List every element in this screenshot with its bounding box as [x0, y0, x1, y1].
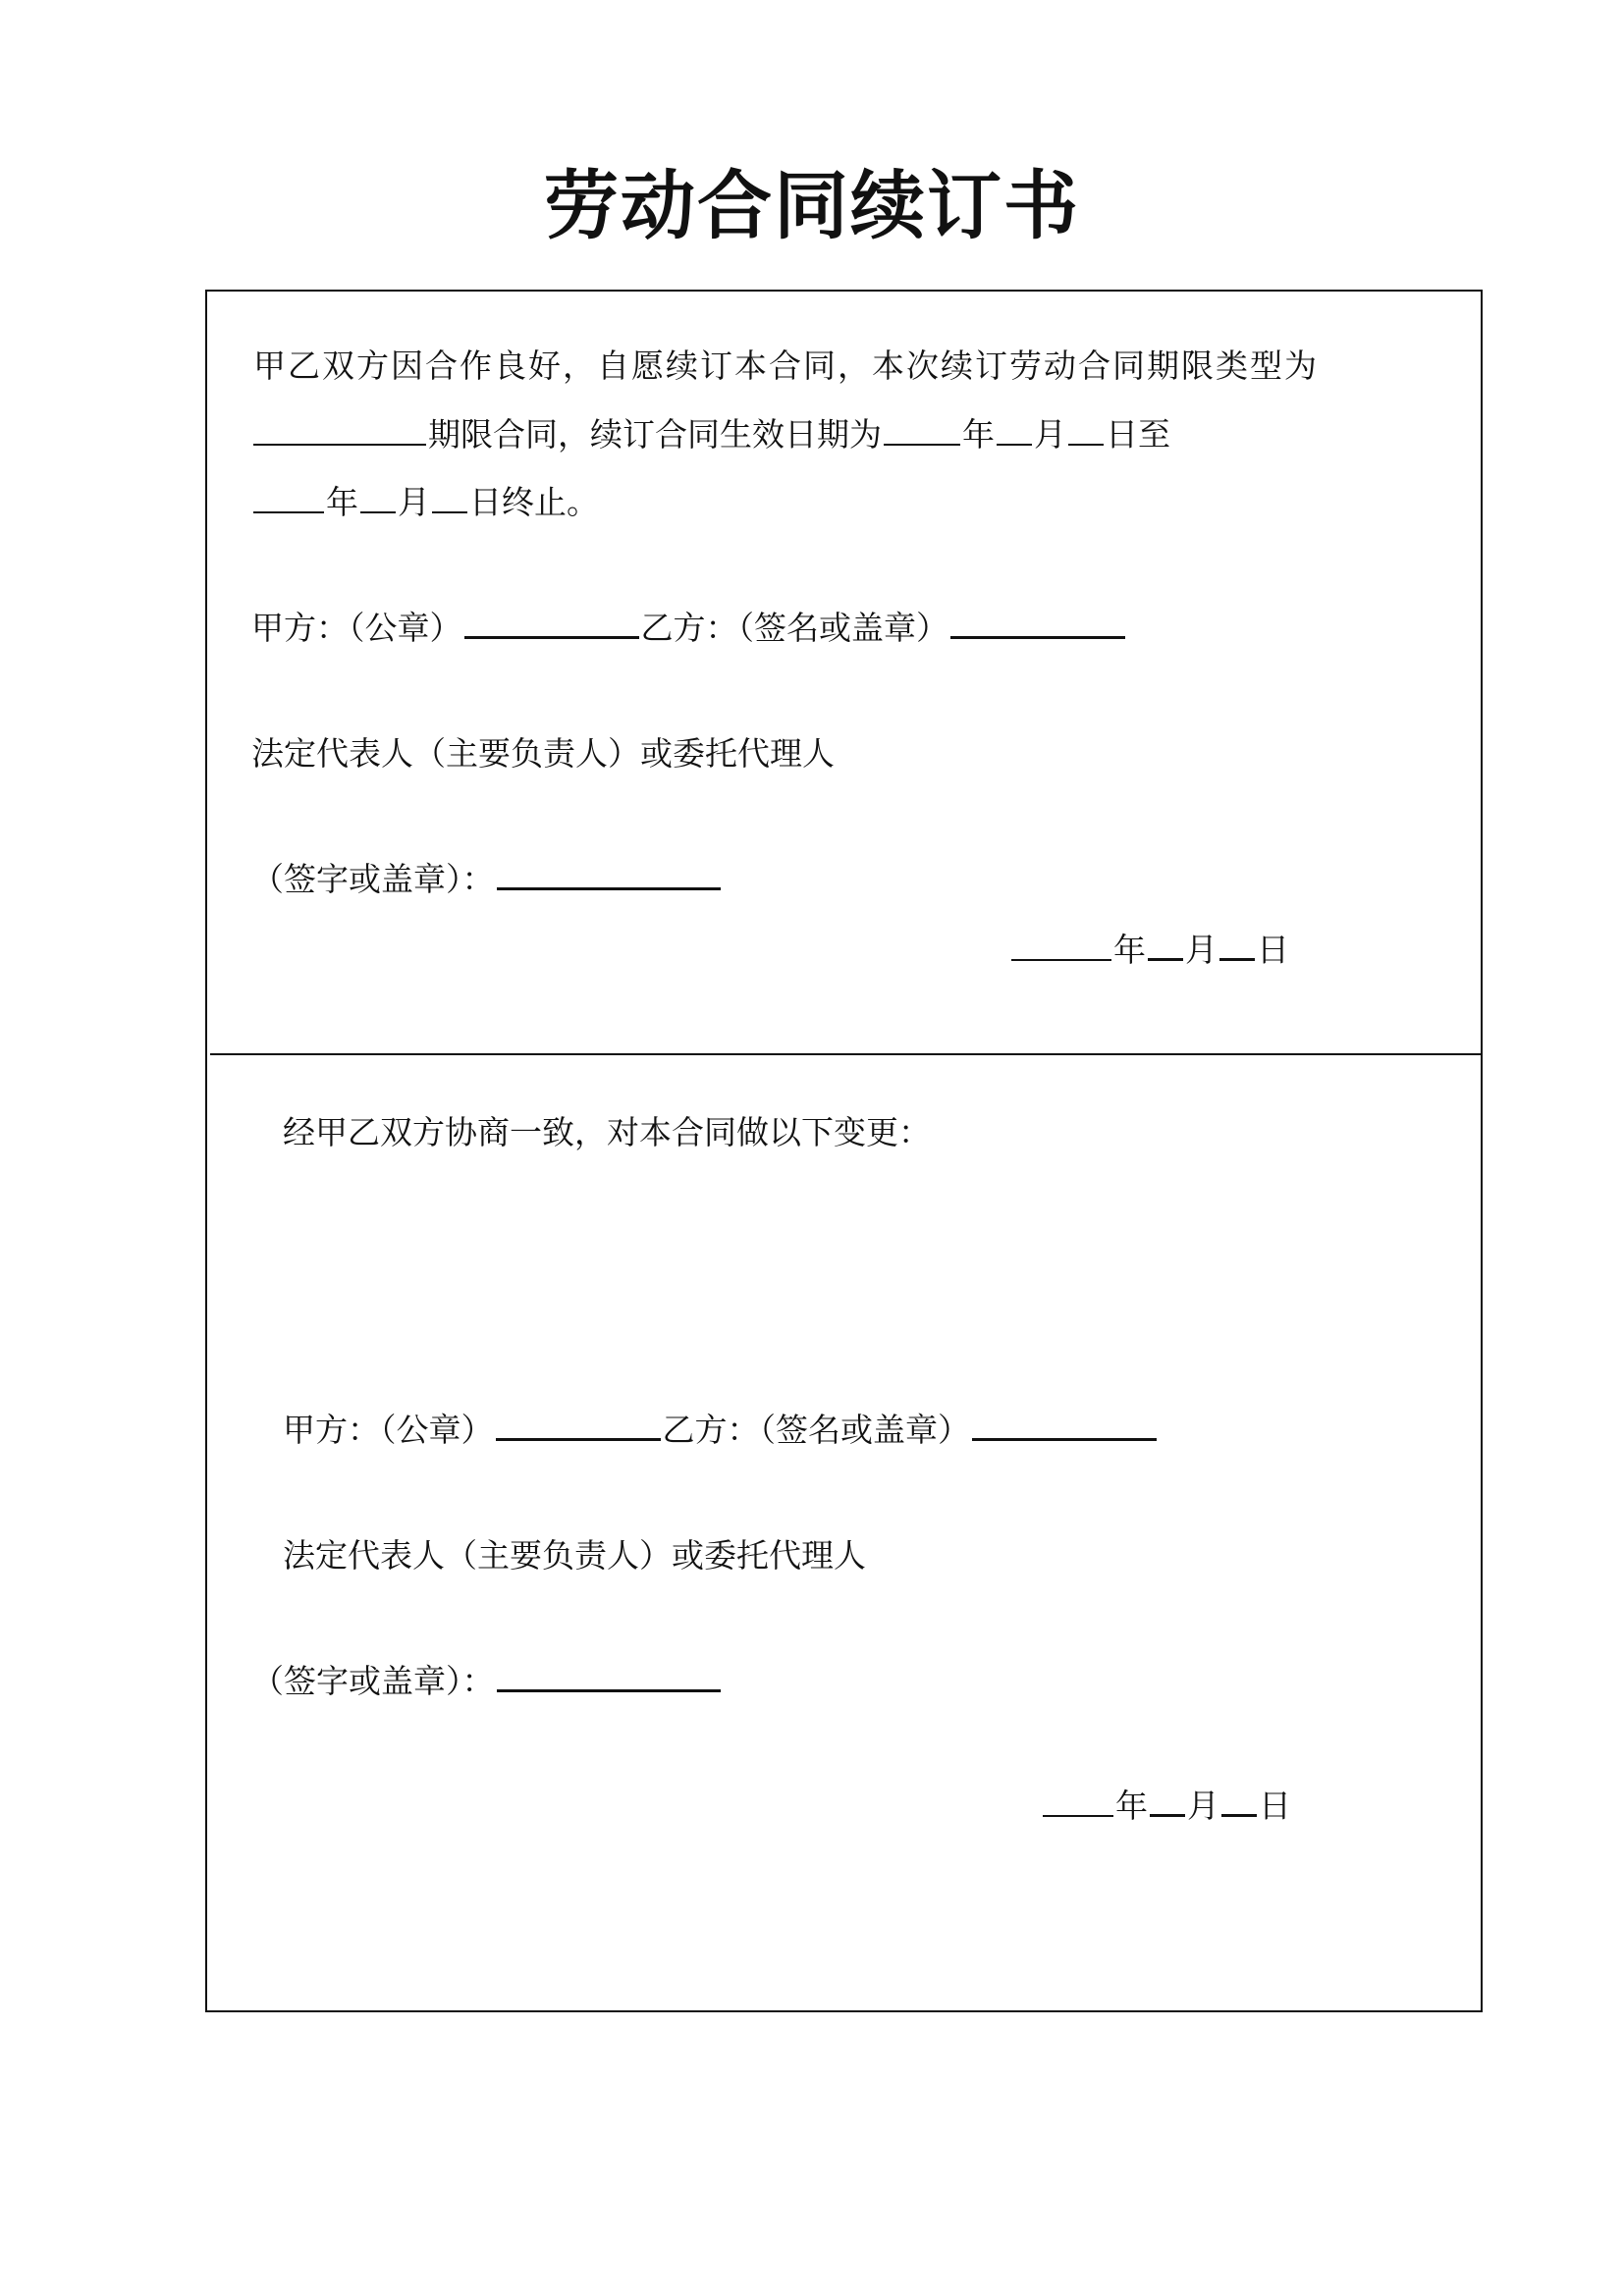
document-title: 劳动合同续订书: [544, 162, 1080, 249]
sign-day-label: 日: [1257, 931, 1289, 969]
sign-year-label: 年: [1113, 931, 1146, 969]
signature-blank[interactable]: [497, 1662, 721, 1692]
party-a-seal-blank[interactable]: [496, 1411, 661, 1441]
party-a-label: 甲方：（公章）: [283, 1411, 494, 1449]
end-month-blank[interactable]: [360, 484, 396, 513]
end-day-label: 日终止。: [469, 483, 599, 521]
party-b-label: 乙方：（签名或盖章）: [640, 609, 948, 647]
parties-line-1: [251, 607, 1127, 650]
renewal-paragraph-line3: [251, 481, 599, 524]
sign-year-label: 年: [1115, 1787, 1148, 1825]
sign-year-blank[interactable]: [1043, 1788, 1113, 1817]
parties-line-2: [283, 1409, 1159, 1452]
sign-month-blank[interactable]: [1150, 1787, 1185, 1817]
start-month-blank[interactable]: [997, 416, 1032, 446]
date-line-2: [1041, 1785, 1291, 1828]
start-day-label: 日至: [1106, 415, 1170, 454]
start-year-blank[interactable]: [884, 416, 960, 446]
start-year-label: 年: [962, 415, 995, 454]
start-month-label: 月: [1034, 415, 1066, 454]
end-year-blank[interactable]: [253, 484, 324, 513]
party-a-label: 甲方：（公章）: [251, 609, 462, 647]
section-divider: [210, 1053, 1483, 1055]
sign-month-label: 月: [1187, 1787, 1219, 1825]
sign-month-label: 月: [1185, 931, 1218, 969]
term-type-blank[interactable]: [253, 416, 426, 446]
sign-month-blank[interactable]: [1148, 931, 1183, 961]
sign-day-label: 日: [1259, 1787, 1291, 1825]
sign-day-blank[interactable]: [1219, 931, 1255, 961]
party-a-seal-blank[interactable]: [464, 609, 639, 639]
party-b-sign-blank[interactable]: [950, 609, 1125, 639]
signature-line-1: [251, 858, 723, 901]
end-day-blank[interactable]: [432, 484, 467, 513]
date-line-1: [1009, 929, 1289, 972]
end-year-label: 年: [326, 483, 358, 521]
term-text: 期限合同，续订合同生效日期为: [428, 415, 882, 454]
signature-label: （签字或盖章）：: [251, 1662, 495, 1700]
sign-year-blank[interactable]: [1011, 932, 1111, 961]
sign-day-blank[interactable]: [1221, 1787, 1257, 1817]
signature-blank[interactable]: [497, 860, 721, 890]
representative-label-1: 法定代表人（主要负责人）或委托代理人: [251, 734, 835, 773]
start-day-blank[interactable]: [1068, 416, 1104, 446]
end-month-label: 月: [398, 483, 430, 521]
signature-label: （签字或盖章）：: [251, 860, 495, 898]
party-b-label: 乙方：（签名或盖章）: [662, 1411, 970, 1449]
signature-line-2: [251, 1660, 723, 1703]
renewal-paragraph-line1: 甲乙双方因合作良好，自愿续订本合同，本次续订劳动合同期限类型为: [253, 347, 1319, 385]
amendment-intro: 经甲乙双方协商一致，对本合同做以下变更：: [283, 1113, 931, 1151]
party-b-sign-blank[interactable]: [972, 1411, 1157, 1441]
representative-label-2: 法定代表人（主要负责人）或委托代理人: [283, 1536, 866, 1575]
renewal-paragraph-line2: [251, 413, 1170, 456]
